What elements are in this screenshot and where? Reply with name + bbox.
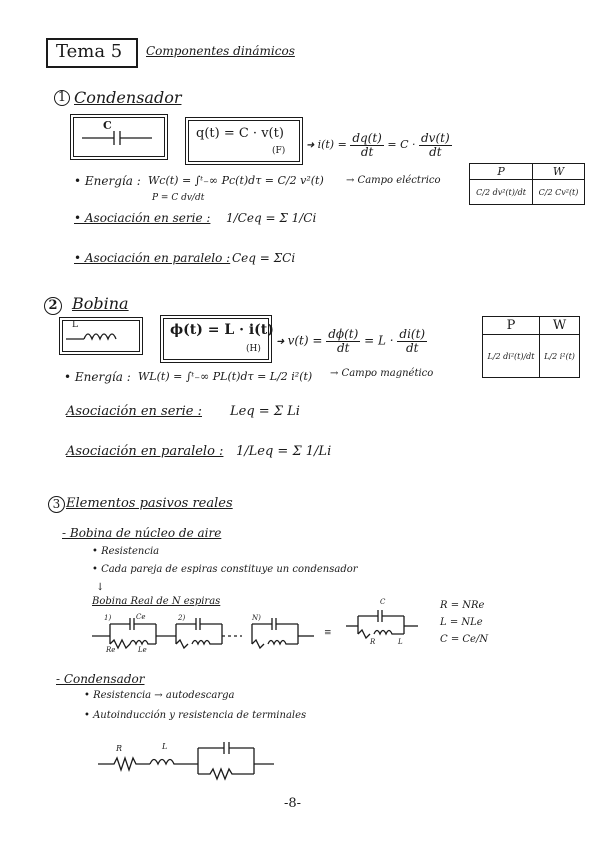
- current-frac1: [350, 132, 384, 158]
- condensador-item-2: • Autoinducción y resistencia de terminales: [84, 710, 307, 721]
- bobina-item-1: • Resistencia: [92, 546, 160, 557]
- capacitor-parallel-label: • Asociación en paralelo :: [74, 251, 231, 265]
- segment-n: [252, 618, 314, 648]
- cap-table-head-w: W: [533, 164, 585, 180]
- inductor-symbol-label: L: [72, 320, 78, 330]
- final-label-l: L: [162, 742, 168, 751]
- equiv-r: R = NRe: [440, 600, 485, 611]
- tema-label: Tema 5: [56, 41, 123, 62]
- capacitor-series-label: • Asociación en serie :: [74, 211, 211, 225]
- voltage-frac2-num: di(t): [399, 327, 426, 341]
- final-label-r: R: [116, 744, 123, 753]
- ind-table-head-p: P: [483, 317, 540, 335]
- bobina-real-label: Bobina Real de N espiras: [92, 596, 221, 607]
- down-arrow: ↓: [96, 582, 105, 593]
- current-frac2: [419, 132, 452, 158]
- inductor-pw-table: [482, 316, 580, 378]
- inductor-eq-unit: (H): [246, 344, 261, 354]
- section2-number: 2: [44, 297, 62, 315]
- chain-label-re-1: Re: [106, 646, 116, 654]
- capacitor-symbol-label: C: [103, 119, 112, 132]
- cap-table-cell-w: C/2 Cv²(t): [533, 180, 585, 205]
- equivalence-sign: ≡: [324, 628, 332, 638]
- section3-title: Elementos pasivos reales: [66, 496, 233, 511]
- section1-title: Condensador: [74, 88, 182, 107]
- page-title: Componentes dinámicos: [146, 44, 295, 58]
- equiv-label-c: C: [380, 598, 386, 606]
- voltage-mid: = L ·: [364, 333, 394, 348]
- chain-label-1: 1): [104, 614, 112, 622]
- current-frac2-den: dt: [429, 144, 442, 159]
- bobina-chain-circuit: [92, 612, 322, 656]
- inductor-parallel-label: Asociación en paralelo :: [66, 444, 224, 459]
- capacitor-power-note: P = C dv/dt: [152, 193, 205, 203]
- inductor-energy-note: → Campo magnético: [330, 368, 434, 379]
- voltage-lhs: v(t) =: [287, 333, 323, 348]
- inductor-parallel-eq: 1/Leq = Σ 1/Li: [236, 444, 332, 459]
- voltage-frac2-den: dt: [406, 340, 419, 355]
- ind-table-cell-w: L/2 i²(t): [540, 335, 580, 378]
- capacitor-parallel-eq: Ceq = ΣCi: [232, 251, 296, 265]
- capacitor-energy-eq: Wc(t) = ∫ᵗ₋∞ Pc(t)dτ = C/2 v²(t): [148, 174, 324, 187]
- capacitor-current-eq: ➜ i(t) = $\frac{dq(t)}{dt}$ = C · $\frac{dv(t)}{dt}$: [306, 131, 450, 159]
- page-number: -8-: [284, 796, 302, 811]
- bobina-aire-title: - Bobina de núcleo de aire: [62, 526, 222, 540]
- equiv-label-l: L: [398, 638, 403, 646]
- voltage-frac1-den: dt: [337, 340, 350, 355]
- current-frac2-num: dv(t): [421, 131, 450, 145]
- condensador-item-1: • Resistencia → autodescarga: [84, 690, 235, 701]
- real-capacitor-circuit: [98, 742, 278, 778]
- capacitor-pw-table: [469, 163, 585, 205]
- current-mid: = C ·: [387, 138, 416, 152]
- inductor-series-eq: Leq = Σ Li: [230, 404, 300, 419]
- equiv-l: L = NLe: [440, 617, 483, 628]
- capacitor-eq-main: q(t) = C · v(t): [196, 126, 284, 141]
- section3-number: 3: [48, 496, 65, 513]
- inductor-symbol: [66, 330, 136, 344]
- cap-table-head-p: P: [470, 164, 533, 180]
- capacitor-energy-note: → Campo eléctrico: [346, 175, 441, 186]
- inductor-voltage-eq: ➜ v(t) = $\frac{d\phi(t)}{dt}$ = L · $\frac{di(t)}{dt}$: [276, 327, 426, 355]
- voltage-frac1: [326, 328, 360, 354]
- current-lhs: i(t) =: [317, 138, 347, 152]
- cap-table-cell-p: C/2 dv²(t)/dt: [470, 180, 533, 205]
- inductor-energy-label: • Energía :: [64, 370, 131, 384]
- voltage-frac1-num: dϕ(t): [328, 327, 359, 341]
- ind-table-head-w: W: [540, 317, 580, 335]
- segment-2: [156, 618, 242, 648]
- capacitor-eq-unit: (F): [272, 146, 286, 156]
- voltage-frac2: [397, 328, 427, 354]
- chain-label-2: 2): [178, 614, 186, 622]
- section2-title: Bobina: [72, 294, 129, 313]
- inductor-series-label: Asociación en serie :: [66, 404, 202, 419]
- chain-label-ce-1: Ce: [136, 613, 146, 621]
- current-frac1-den: dt: [360, 144, 374, 159]
- chain-label-n: N): [252, 614, 261, 622]
- capacitor-energy-label: • Energía :: [74, 174, 141, 188]
- equivalent-circuit: [346, 608, 420, 648]
- condensador-title: - Condensador: [56, 672, 145, 686]
- segment-1: [92, 618, 156, 648]
- inductor-energy-eq: WL(t) = ∫ᵗ₋∞ PL(t)dτ = L/2 i²(t): [138, 370, 313, 383]
- bobina-item-2: • Cada pareja de espiras constituye un condensador: [92, 564, 358, 575]
- section1-number: 1: [54, 90, 70, 106]
- capacitor-symbol: [80, 130, 156, 146]
- equiv-label-r: R: [370, 638, 376, 646]
- current-frac1-num: dq(t): [352, 131, 382, 145]
- ind-table-cell-p: L/2 di²(t)/dt: [483, 335, 540, 378]
- capacitor-series-eq: 1/Ceq = Σ 1/Ci: [226, 211, 317, 225]
- chain-label-le-1: Le: [138, 646, 147, 654]
- equiv-c: C = Ce/N: [440, 634, 489, 645]
- inductor-eq-main: ϕ(t) = L · i(t): [170, 322, 274, 338]
